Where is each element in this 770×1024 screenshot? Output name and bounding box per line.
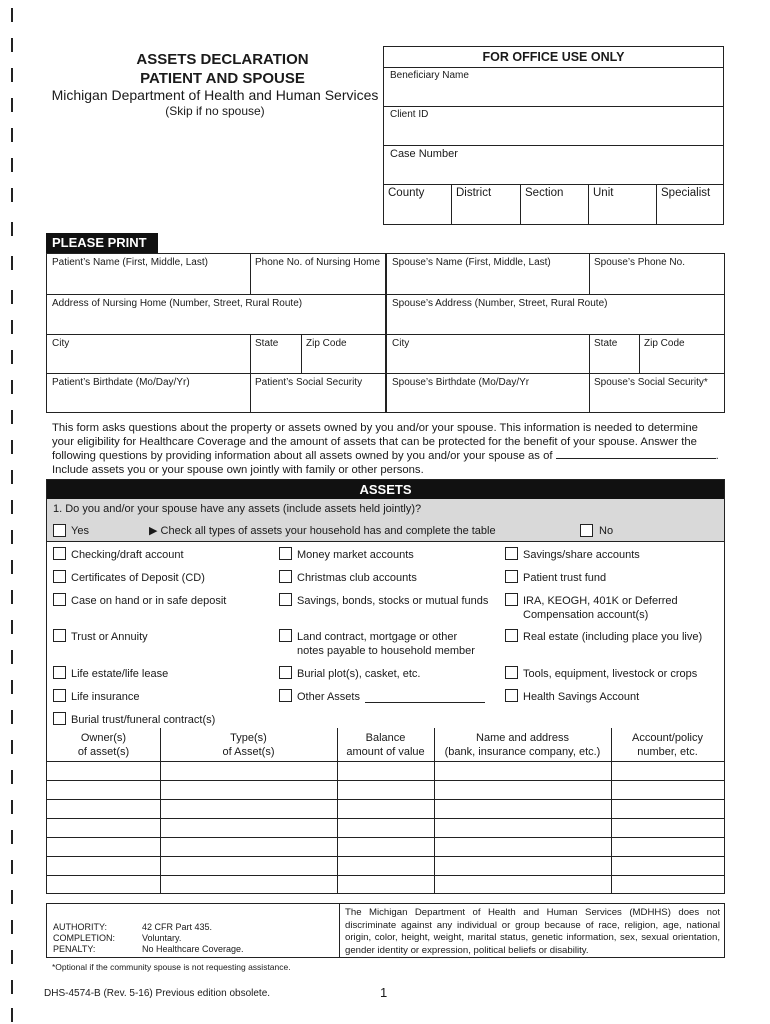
nursing-home-phone-field[interactable]: Phone No. of Nursing Home <box>255 257 381 268</box>
intro-paragraph <box>52 421 727 477</box>
type-column-header <box>160 731 337 759</box>
cd-checkbox[interactable] <box>53 570 66 583</box>
other-assets-checkbox[interactable] <box>279 689 292 702</box>
client-id-field[interactable] <box>384 107 723 146</box>
tools-checkbox[interactable] <box>505 666 518 679</box>
patient-trust-label: Patient trust fund <box>523 572 607 584</box>
please-print-banner: PLEASE PRINT <box>46 233 158 253</box>
trust-annuity-label: Trust or Annuity <box>71 631 148 643</box>
type-header-line2: of Asset(s) <box>222 746 275 758</box>
account-header-line2: number, etc. <box>637 746 698 758</box>
specialist-label: Specialist <box>661 187 711 199</box>
district-label: District <box>456 187 492 199</box>
balance-column-header <box>337 731 434 759</box>
burial-plot-label: Burial plot(s), casket, etc. <box>297 668 421 680</box>
no-checkbox[interactable] <box>580 524 593 537</box>
patient-name-field[interactable]: Patient’s Name (First, Middle, Last) <box>52 257 208 268</box>
intro-line-3-end: . <box>715 450 719 462</box>
land-contract-checkbox[interactable] <box>279 629 292 642</box>
completion-key: COMPLETION: <box>53 933 116 943</box>
owner-header-line2: of asset(s) <box>77 746 130 758</box>
patient-birthdate-field[interactable]: Patient’s Birthdate (Mo/Day/Yr) <box>52 377 190 388</box>
assets-heading: ASSETS <box>47 480 724 499</box>
checking-checkbox[interactable] <box>53 547 66 560</box>
cash-label: Case on hand or in safe deposit <box>71 595 227 607</box>
district-field[interactable] <box>451 185 520 225</box>
intro-line-2: your eligibility for Healthcare Coverage and the amount of assets that can be protected for the benefit of your spouse. Answer the <box>52 436 697 448</box>
patient-state-field[interactable]: State <box>255 338 279 349</box>
checking-label: Checking/draft account <box>71 549 184 561</box>
authority-key: AUTHORITY: <box>53 922 108 932</box>
life-insurance-checkbox[interactable] <box>53 689 66 702</box>
hsa-label: Health Savings Account <box>523 691 640 703</box>
form-id: DHS-4574-B (Rev. 5-16) Previous edition obsolete. <box>44 988 271 999</box>
real-estate-checkbox[interactable] <box>505 629 518 642</box>
name-address-column-header <box>434 731 611 759</box>
christmas-club-label: Christmas club accounts <box>297 572 417 584</box>
case-number-field[interactable] <box>384 146 723 185</box>
burial-trust-label: Burial trust/funeral contract(s) <box>71 714 216 726</box>
christmas-club-checkbox[interactable] <box>279 570 292 583</box>
real-estate-label: Real estate (including place you live) <box>523 631 703 643</box>
name-header-line2: (bank, insurance company, etc.) <box>444 746 601 758</box>
penalty-value: No Healthcare Coverage. <box>142 944 244 954</box>
life-estate-label: Life estate/life lease <box>71 668 169 680</box>
client-id-label: Client ID <box>390 109 429 120</box>
patient-ssn-field[interactable]: Patient’s Social Security <box>255 377 363 388</box>
intro-line-3: following questions by providing information about all assets owned by you and/or your spouse as of <box>52 450 553 462</box>
unit-label: Unit <box>593 187 614 199</box>
tools-label: Tools, equipment, livestock or crops <box>523 668 698 680</box>
instruction-text: ▶ Check all types of assets your household has and complete the table <box>149 525 496 537</box>
spouse-name-field[interactable]: Spouse’s Name (First, Middle, Last) <box>392 257 551 268</box>
assets-question-row <box>47 499 724 542</box>
county-field[interactable] <box>384 185 451 225</box>
other-assets-label: Other Assets <box>297 691 360 703</box>
beneficiary-name-label: Beneficiary Name <box>390 70 469 81</box>
cash-checkbox[interactable] <box>53 593 66 606</box>
savings-share-checkbox[interactable] <box>505 547 518 560</box>
owner-header-line1: Owner(s) <box>80 732 127 744</box>
spouse-birthdate-field[interactable]: Spouse’s Birthdate (Mo/Day/Yr <box>392 377 530 388</box>
spouse-phone-field[interactable]: Spouse’s Phone No. <box>594 257 685 268</box>
page-number: 1 <box>380 985 388 1000</box>
land-contract-label: Land contract, mortgage or other <box>297 631 458 643</box>
office-use-heading: FOR OFFICE USE ONLY <box>384 47 723 68</box>
authority-value: 42 CFR Part 435. <box>142 922 213 932</box>
trust-annuity-checkbox[interactable] <box>53 629 66 642</box>
cd-label: Certificates of Deposit (CD) <box>71 572 205 584</box>
spouse-ssn-field[interactable]: Spouse’s Social Security* <box>594 377 708 388</box>
savings-share-label: Savings/share accounts <box>523 549 640 561</box>
specialist-field[interactable] <box>656 185 724 225</box>
ira-checkbox[interactable] <box>505 593 518 606</box>
intro-line-1: This form asks questions about the property or assets owned by you and/or your spouse. This information is needed to determine <box>52 422 698 434</box>
section-label: Section <box>525 187 564 199</box>
bonds-label: Savings, bonds, stocks or mutual funds <box>297 595 489 607</box>
life-estate-checkbox[interactable] <box>53 666 66 679</box>
assets-question: 1. Do you and/or your spouse have any assets (include assets held jointly)? <box>53 503 422 515</box>
bonds-checkbox[interactable] <box>279 593 292 606</box>
hsa-checkbox[interactable] <box>505 689 518 702</box>
form-subtitle: PATIENT AND SPOUSE <box>140 70 305 87</box>
balance-header-line2: amount of value <box>346 746 425 758</box>
county-label: County <box>388 187 425 199</box>
owner-column-header <box>47 731 160 759</box>
assets-section <box>46 479 725 894</box>
intro-line-4: Include assets you or your spouse own jointly with family or other persons. <box>52 464 424 476</box>
as-of-date-blank[interactable] <box>556 449 716 459</box>
patient-spouse-info-grid <box>46 253 725 413</box>
balance-header-line1: Balance <box>365 732 406 744</box>
section-field[interactable] <box>520 185 588 225</box>
type-header-line1: Type(s) <box>230 732 267 744</box>
unit-field[interactable] <box>588 185 656 225</box>
burial-plot-checkbox[interactable] <box>279 666 292 679</box>
account-header-line1: Account/policy <box>632 732 703 744</box>
patient-zip-field[interactable]: Zip Code <box>306 338 347 349</box>
ira-label-2: Compensation account(s) <box>523 609 649 621</box>
other-assets-blank[interactable] <box>365 702 485 703</box>
money-market-label: Money market accounts <box>297 549 414 561</box>
burial-trust-checkbox[interactable] <box>53 712 66 725</box>
yes-label: Yes <box>71 525 89 537</box>
office-use-box <box>383 46 724 225</box>
footnote: *Optional if the community spouse is not requesting assistance. <box>52 962 291 972</box>
account-column-header <box>611 731 724 759</box>
ira-label: IRA, KEOGH, 401K or Deferred <box>523 595 678 607</box>
beneficiary-name-field[interactable] <box>384 68 723 107</box>
penalty-key: PENALTY: <box>53 944 96 954</box>
land-contract-label-2: notes payable to household member <box>297 645 475 657</box>
name-header-line1: Name and address <box>476 732 569 744</box>
patient-city-field[interactable]: City <box>52 338 70 349</box>
yes-checkbox[interactable] <box>53 524 66 537</box>
form-title: ASSETS DECLARATION <box>136 51 309 68</box>
patient-trust-checkbox[interactable] <box>505 570 518 583</box>
nondiscrimination-statement: The Michigan Department of Health and Human Services (MDHHS) does not discriminate against any individual or group because of race, religion, age, national origin, color, height, weight, marital status, genetic information, sex, sexual orientation, gender identity or expression, political beliefs or disability. <box>345 907 720 956</box>
legal-box <box>46 903 725 958</box>
spouse-address-field[interactable]: Spouse’s Address (Number, Street, Rural Route) <box>392 298 608 309</box>
life-insurance-label: Life insurance <box>71 691 140 703</box>
money-market-checkbox[interactable] <box>279 547 292 560</box>
skip-note: (Skip if no spouse) <box>165 104 265 118</box>
spouse-zip-field[interactable]: Zip Code <box>644 338 685 349</box>
spouse-city-field[interactable]: City <box>392 338 410 349</box>
agency-name: Michigan Department of Health and Human Services <box>51 87 379 103</box>
case-number-label: Case Number <box>390 148 458 160</box>
completion-value: Voluntary. <box>142 933 182 943</box>
nursing-home-address-field[interactable]: Address of Nursing Home (Number, Street, Rural Route) <box>52 298 303 309</box>
spouse-state-field[interactable]: State <box>594 338 618 349</box>
no-label: No <box>599 525 614 537</box>
